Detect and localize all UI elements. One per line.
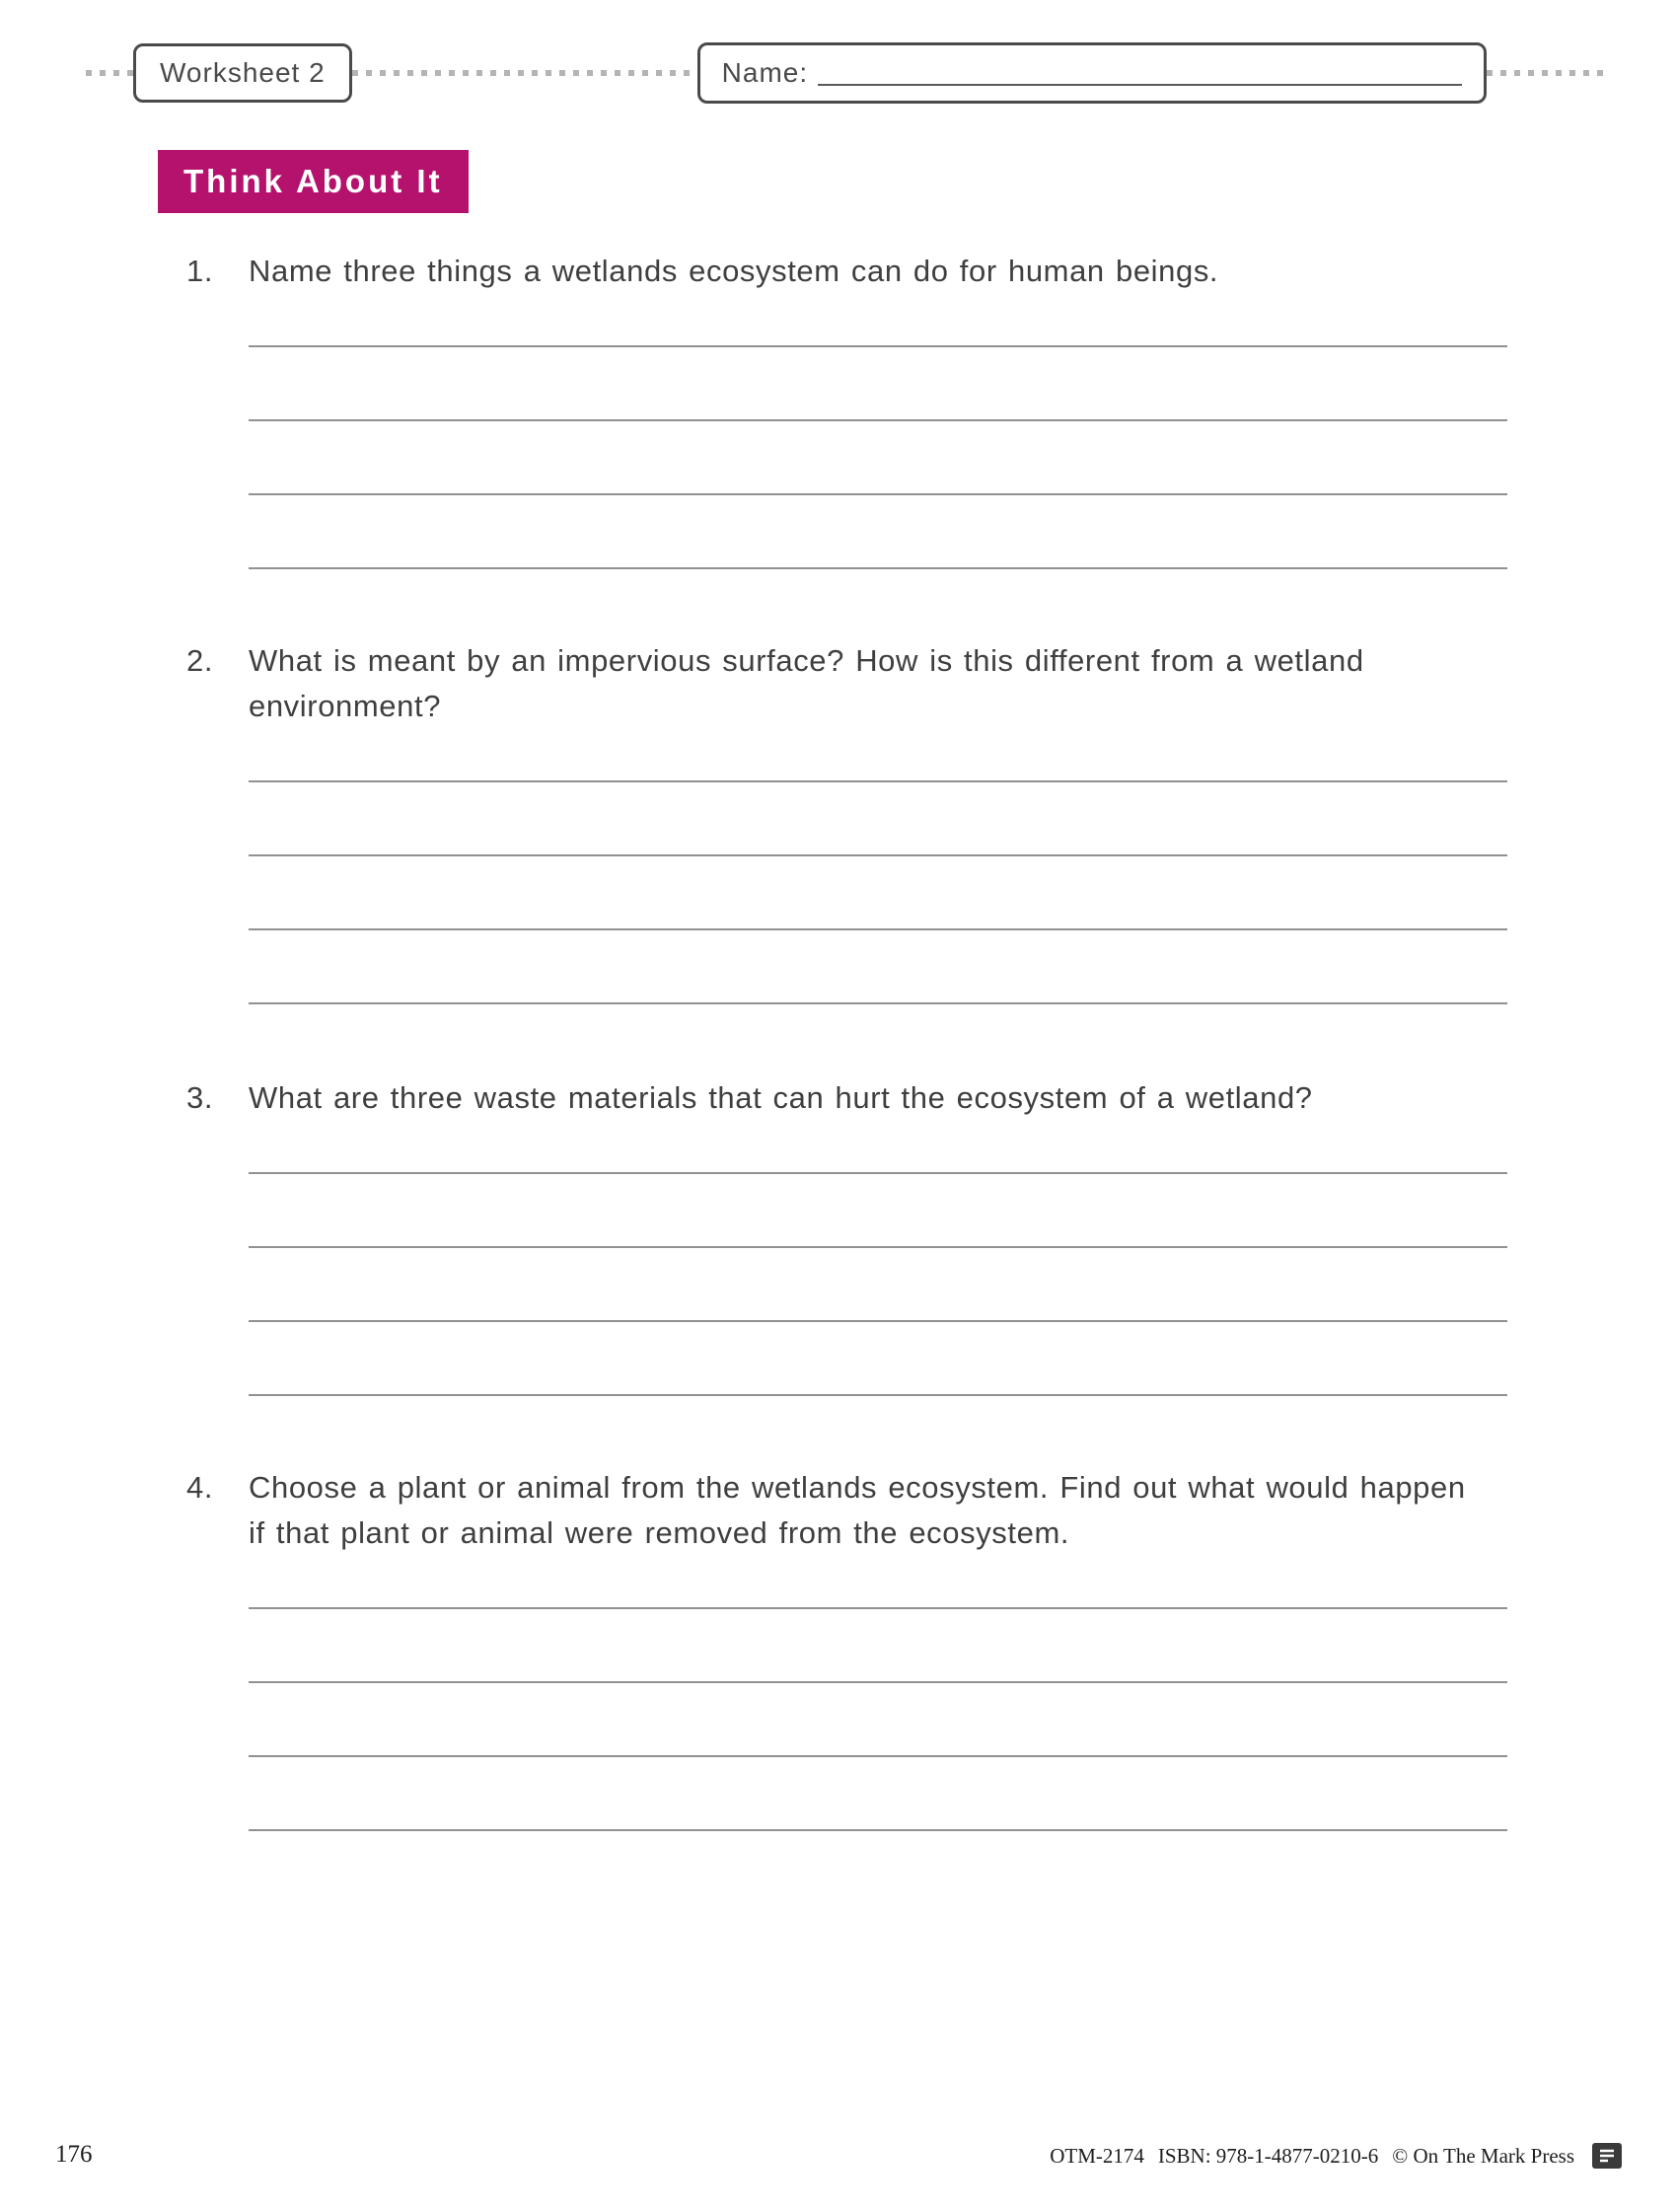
copyright-text <box>1050 2143 1622 2169</box>
dotted-leader-middle <box>352 70 697 76</box>
page-header <box>86 41 1605 105</box>
answer-line <box>249 1609 1507 1683</box>
page-number: 176 <box>55 2141 93 2168</box>
question-1 <box>186 249 1677 569</box>
answer-line <box>249 782 1507 856</box>
question-text: Name three things a wetlands ecosystem can do for human beings. <box>249 254 1219 288</box>
answer-line <box>249 729 1507 782</box>
answer-line <box>249 856 1507 930</box>
publisher-text: © On The Mark Press <box>1392 2143 1574 2168</box>
question-number: 1. <box>186 254 214 288</box>
answer-line <box>249 1757 1507 1831</box>
answer-line <box>249 1121 1507 1174</box>
question-number: 2. <box>186 643 214 678</box>
think-about-it-banner <box>158 150 469 213</box>
answer-lines <box>249 729 1507 1004</box>
answer-line <box>249 347 1507 421</box>
worksheet-tab <box>133 43 352 103</box>
publisher-logo-icon <box>1592 2143 1622 2169</box>
question-number: 4. <box>186 1470 214 1505</box>
name-label: Name: <box>721 57 809 88</box>
page-footer <box>55 2141 1622 2169</box>
question-number: 3. <box>186 1080 214 1115</box>
banner-title: Think About It <box>183 163 443 199</box>
answer-lines <box>249 1121 1507 1396</box>
answer-line <box>249 421 1507 495</box>
question-3 <box>186 1075 1677 1396</box>
answer-line <box>249 495 1507 569</box>
name-box <box>697 42 1487 104</box>
answer-line <box>249 294 1507 347</box>
answer-line <box>249 1248 1507 1322</box>
question-text: Choose a plant or animal from the wetlands ecosystem. Find out what would happen if that plant or animal were removed from the ecosystem. <box>249 1470 1466 1550</box>
question-text: What are three waste materials that can hurt the ecosystem of a wetland? <box>249 1080 1313 1115</box>
answer-line <box>249 1174 1507 1248</box>
answer-line <box>249 1556 1507 1609</box>
name-blank-line <box>818 60 1462 86</box>
question-4 <box>186 1465 1677 1831</box>
isbn-text: ISBN: 978-1-4877-0210-6 <box>1157 2143 1379 2168</box>
worksheet-label: Worksheet 2 <box>160 57 326 88</box>
answer-line <box>249 1322 1507 1396</box>
answer-line <box>249 1683 1507 1757</box>
answer-lines <box>249 1556 1507 1831</box>
product-code: OTM-2174 <box>1050 2143 1144 2168</box>
dotted-leader-right <box>1487 70 1605 76</box>
dotted-leader-left <box>86 70 133 76</box>
answer-lines <box>249 294 1507 569</box>
answer-line <box>249 930 1507 1004</box>
question-text: What is meant by an impervious surface? How is this different from a wetland environment? <box>249 643 1364 723</box>
question-2 <box>186 638 1677 1004</box>
